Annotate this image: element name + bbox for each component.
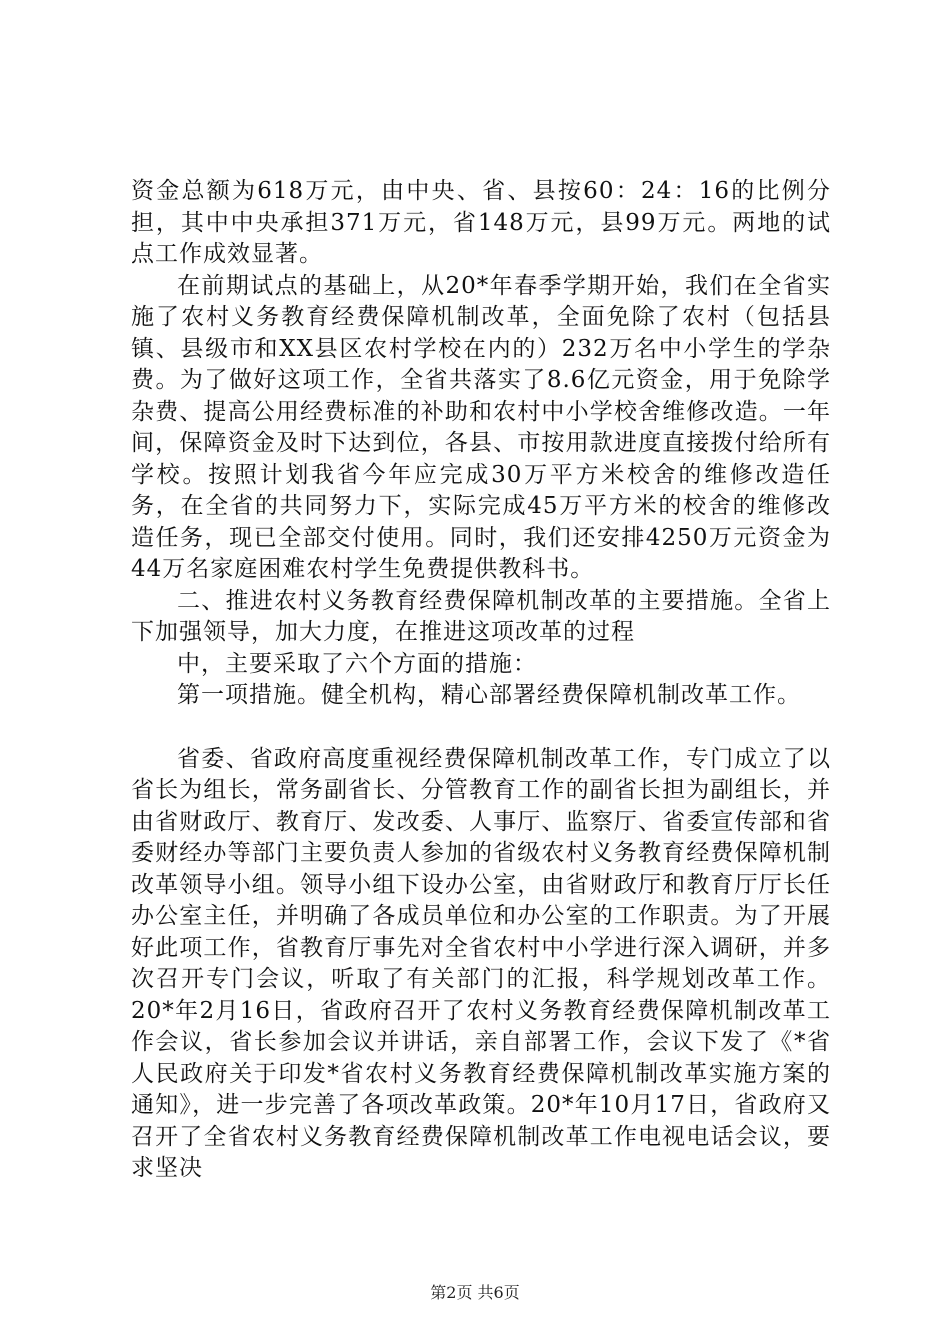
paragraph-reform-implementation: 在前期试点的基础上，从20*年春季学期开始，我们在全省实施了农村义务教育经费保障机制改革，全面免除了农村（包括县镇、县级市和XX县区农村学校在内的）232万名中小学生的学杂费。为了做好这项工作，全省共落实了8.6亿元资金，用于免除学杂费、提高公用经费标准的补助和农村中小学校舍维修改造。一年间，保障资金及时下达到位，各县、市按用款进度直接拨付给所有学校。按照计划我省今年应完成30万平方米校舍的维修改造任务，在全省的共同努力下，实际完成45万平方米的校舍的维修改造任务，现已全部交付使用。同时，我们还安排4250万元资金为44万名家庭困难农村学生免费提供教科书。 bbox=[131, 272, 831, 582]
paragraph-gap bbox=[131, 712, 831, 744]
paragraph-funding-total: 资金总额为618万元，由中央、省、县按60：24：16的比例分担，其中中央承担371万元，省148万元，县99万元。两地的试点工作成效显著。 bbox=[131, 178, 831, 267]
paragraph-leadership-group: 省委、省政府高度重视经费保障机制改革工作，专门成立了以省长为组长，常务副省长、分管教育工作的副省长担为副组长，并由省财政厅、教育厅、发改委、人事厅、监察厅、省委宣传部和省委财经办等部门主要负责人参加的省级农村义务教育经费保障机制改革领导小组。领导小组下设办公室，由省财政厅和教育厅厅长任办公室主任，并明确了各成员单位和办公室的工作职责。为了开展好此项工作，省教育厅事先对全省农村中小学进行深入调研，并多次召开专门会议，听取了有关部门的汇报，科学规划改革工作。20*年2月16日，省政府召开了农村义务教育经费保障机制改革工作会议，省长参加会议并讲话，亲自部署工作，会议下发了《*省人民政府关于印发*省农村义务教育经费保障机制改革实施方案的通知》，进一步完善了各项改革政策。20*年10月17日，省政府又召开了全省农村义务教育经费保障机制改革工作电视电话会议，要求坚决 bbox=[131, 745, 831, 1181]
document-body bbox=[131, 176, 831, 1185]
paragraph-section-two-heading: 二、推进农村义务教育经费保障机制改革的主要措施。全省上下加强领导，加大力度，在推进这项改革的过程 bbox=[131, 587, 831, 645]
page-footer: 第2页 共6页 bbox=[430, 1283, 520, 1302]
paragraph-first-measure-heading: 第一项措施。健全机构，精心部署经费保障机制改革工作。 bbox=[177, 682, 801, 708]
paragraph-six-measures: 中，主要采取了六个方面的措施： bbox=[177, 650, 537, 677]
